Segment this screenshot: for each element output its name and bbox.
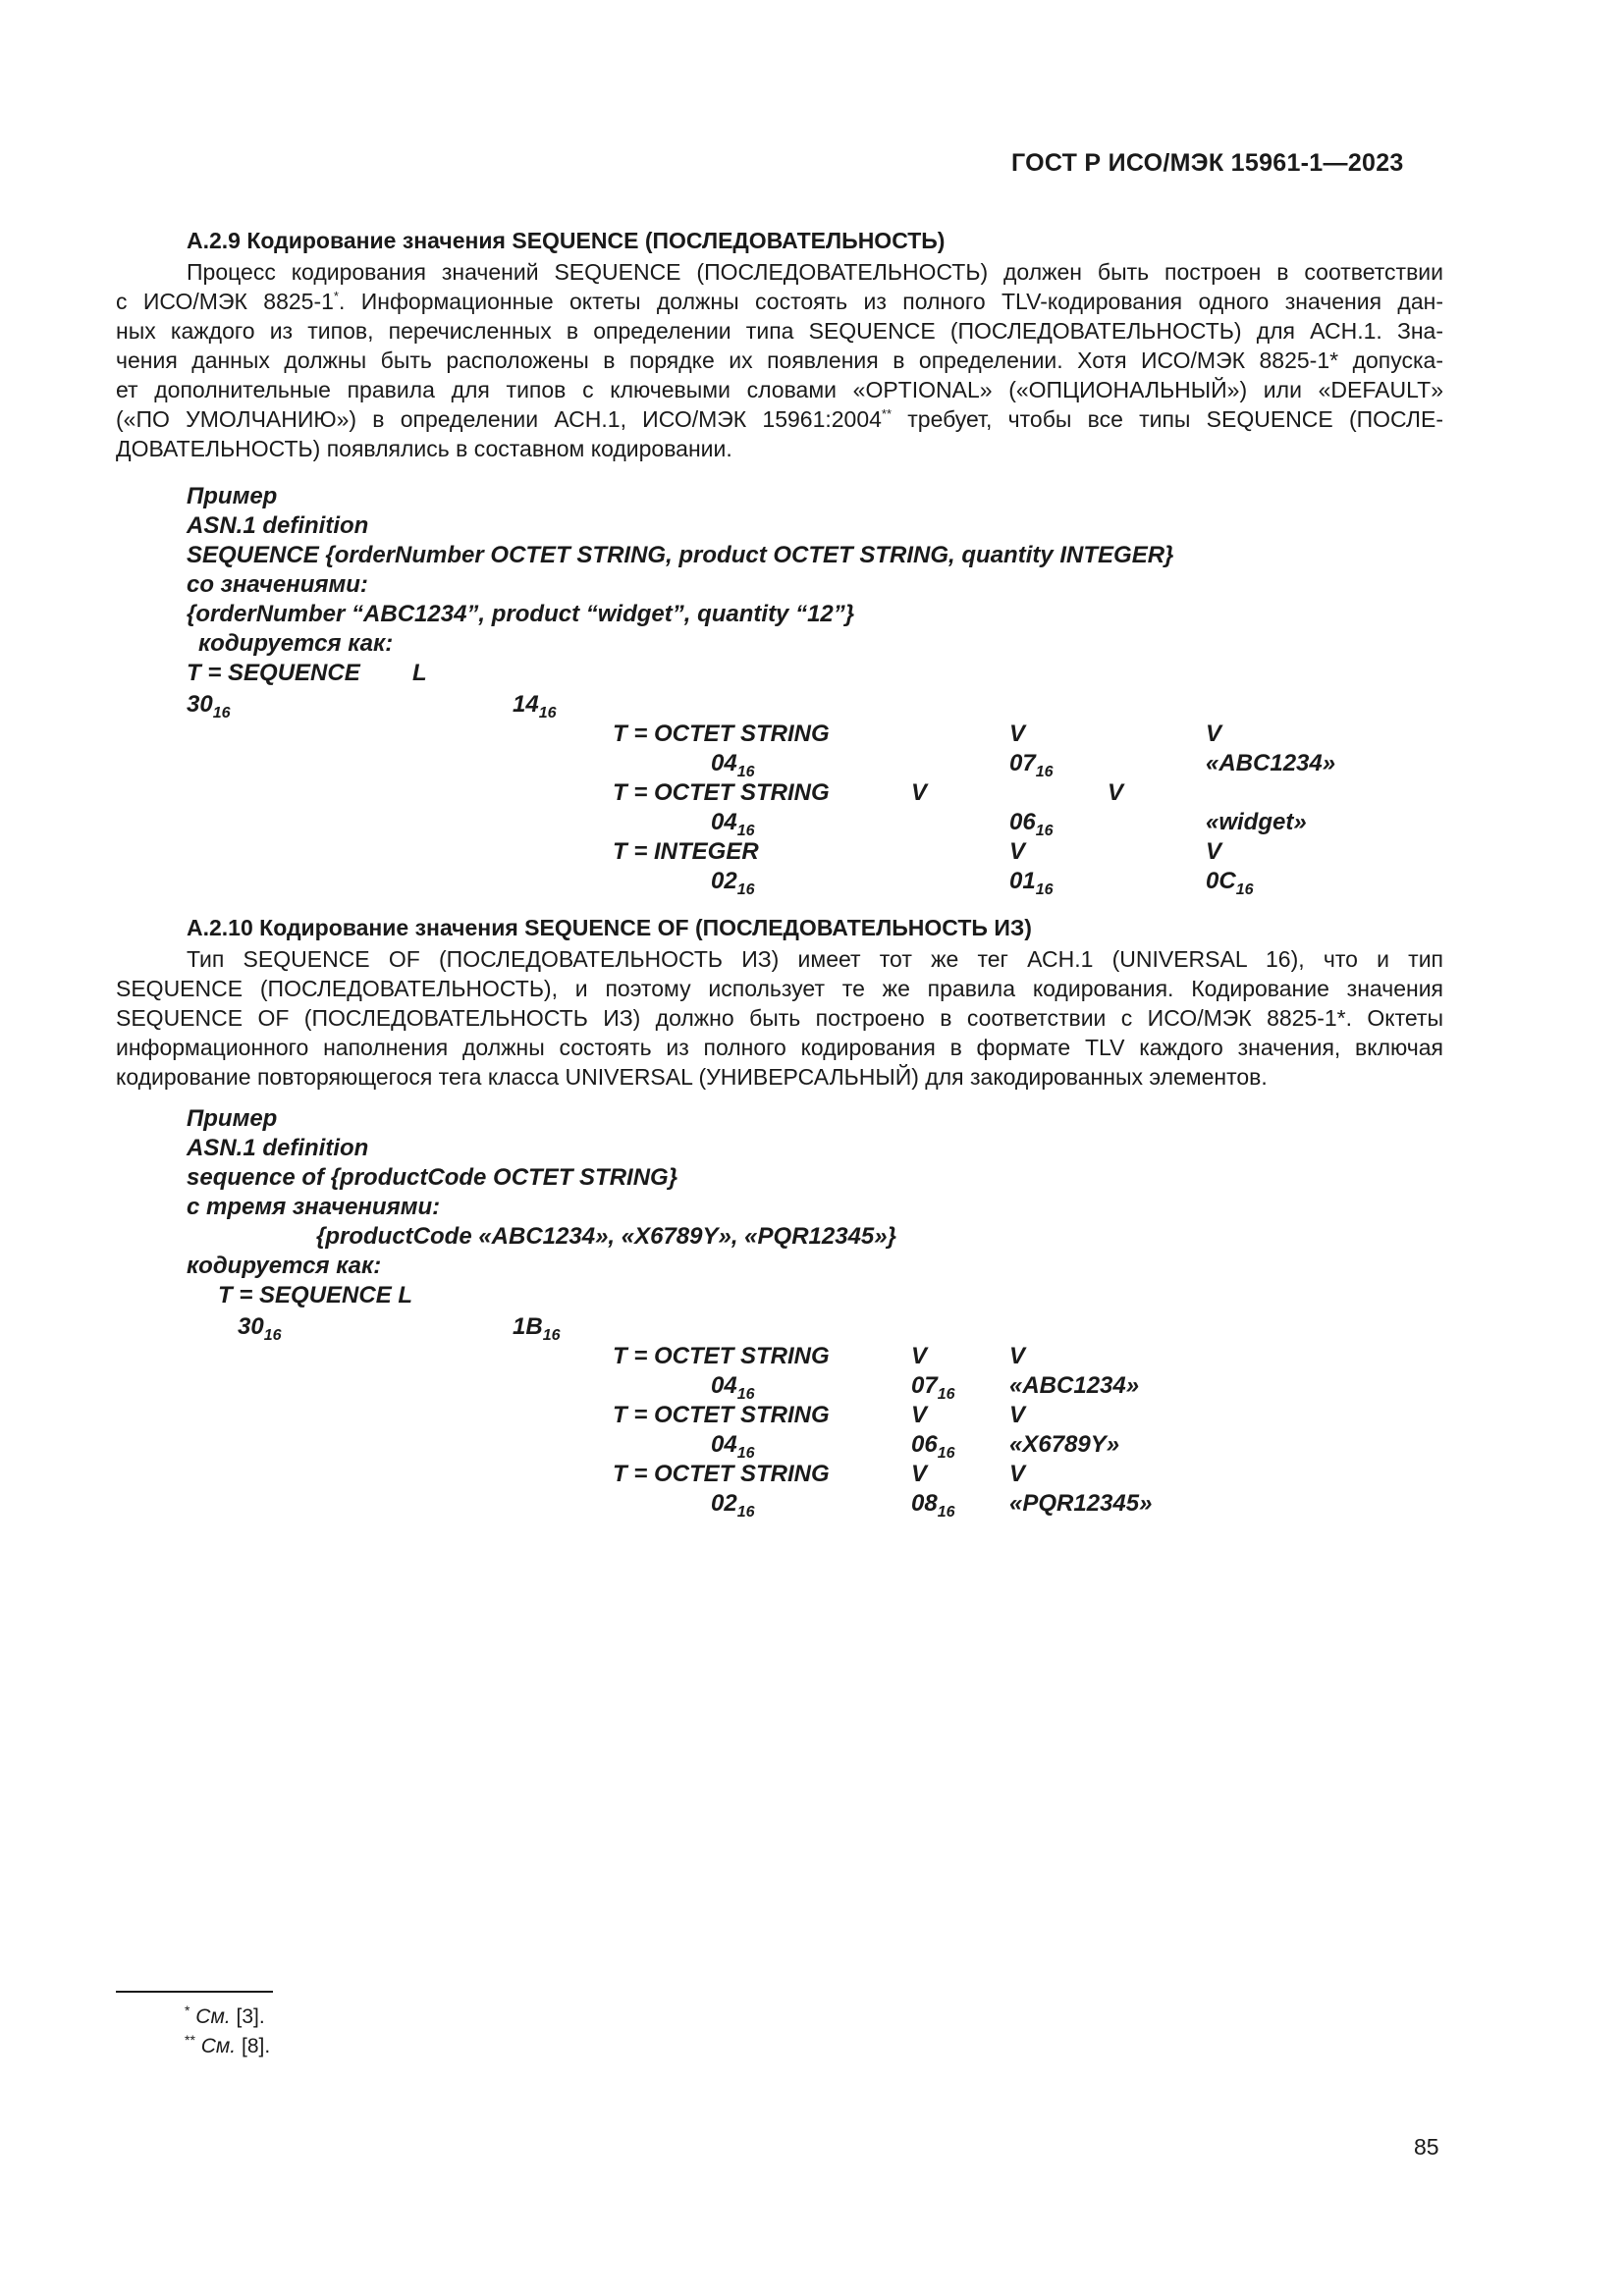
- string-value: «ABC1234»: [1009, 1372, 1140, 1399]
- asn-definition-label: ASN.1 definition: [187, 1135, 369, 1161]
- hex-value: $04_{16}$: [711, 750, 755, 780]
- para-line: кодирование повторяющегося тега класса UNIVERSAL (УНИВЕРСАЛЬНЫЙ) для закодированных элементов.: [116, 1064, 1268, 1090]
- para-line: . Информационные октеты должны состоять из полного TLV-кодирования одного значения дан-: [338, 289, 1443, 314]
- page-number: 85: [1414, 2134, 1439, 2160]
- tag-octet-string: T = OCTET STRING: [613, 721, 830, 747]
- document-header: ГОСТ Р ИСО/МЭК 15961-1—2023: [1011, 149, 1404, 177]
- asn-definition: sequence of {productCode OCTET STRING}: [187, 1164, 678, 1191]
- tag-octet-string: T = OCTET STRING: [613, 1343, 830, 1369]
- value-label: V: [1009, 1402, 1026, 1428]
- value-label: V: [911, 779, 928, 806]
- tag-octet-string: T = OCTET STRING: [613, 779, 830, 806]
- hex-value: $04_{16}$: [711, 1372, 755, 1403]
- hex-value: $01_{16}$: [1009, 868, 1054, 898]
- string-value: «PQR12345»: [1009, 1490, 1153, 1517]
- tag-integer: T = INTEGER: [613, 838, 759, 865]
- section-a29-paragraph: [116, 257, 1443, 463]
- footnote-1: * См. [3].: [185, 2002, 265, 2028]
- asn-definition-label: ASN.1 definition: [187, 512, 369, 539]
- footnote-separator: [116, 1991, 273, 1993]
- string-value: «ABC1234»: [1206, 750, 1336, 776]
- example-label: Пример: [187, 1105, 278, 1132]
- tag-sequence: T = SEQUENCE: [187, 660, 360, 686]
- hex-value: $06_{16}$: [1009, 809, 1054, 839]
- tag-sequence: T = SEQUENCE L: [218, 1282, 413, 1308]
- string-value: «widget»: [1206, 809, 1307, 835]
- value-label: V: [1108, 779, 1124, 806]
- tag-octet-string: T = OCTET STRING: [613, 1461, 830, 1487]
- hex-value: $04_{16}$: [711, 809, 755, 839]
- hex-value: $1B_{16}$: [513, 1313, 561, 1344]
- section-a210-paragraph: [116, 944, 1443, 1092]
- value-label: V: [911, 1461, 928, 1487]
- para-line: с ИСО/МЭК 8825-1: [116, 289, 334, 314]
- value-label: V: [1009, 1461, 1026, 1487]
- hex-value: $02_{16}$: [711, 1490, 755, 1521]
- value-label: V: [1206, 721, 1222, 747]
- para-line: ных каждого из типов, перечисленных в определении типа SEQUENCE (ПОСЛЕДОВАТЕЛЬНОСТЬ) для АСН.1. Зна-: [116, 318, 1443, 344]
- section-heading-a210: А.2.10 Кодирование значения SEQUENCE OF (ПОСЛЕДОВАТЕЛЬНОСТЬ ИЗ): [187, 915, 1032, 940]
- footnote-2: ** См. [8].: [185, 2032, 271, 2057]
- para-line: ДОВАТЕЛЬНОСТЬ) появлялись в составном кодировании.: [116, 436, 732, 461]
- hex-value: $04_{16}$: [711, 1431, 755, 1462]
- para-line: Тип SEQUENCE OF (ПОСЛЕДОВАТЕЛЬНОСТЬ ИЗ) имеет тот же тег АСН.1 (UNIVERSAL 16), что и тип: [187, 946, 1443, 972]
- hex-value: $0C_{16}$: [1206, 868, 1254, 898]
- hex-value: $02_{16}$: [711, 868, 755, 898]
- values-label: со значениями:: [187, 571, 368, 598]
- value-label: V: [1009, 838, 1026, 865]
- hex-value: $30_{16}$: [238, 1313, 282, 1344]
- hex-value: $06_{16}$: [911, 1431, 955, 1462]
- hex-value: $14_{16}$: [513, 691, 557, 721]
- values: {orderNumber “ABC1234”, product “widget”, quantity “12”}: [187, 601, 855, 627]
- length-label: L: [412, 660, 427, 686]
- section-heading-a29: А.2.9 Кодирование значения SEQUENCE (ПОСЛЕДОВАТЕЛЬНОСТЬ): [187, 228, 946, 253]
- values-label: с тремя значениями:: [187, 1194, 441, 1220]
- footnote-mark: **: [881, 406, 893, 421]
- string-value: «X6789Y»: [1009, 1431, 1120, 1458]
- encoded-as-label: кодируется как:: [198, 630, 394, 657]
- para-line: информационного наполнения должны состоять из полного кодирования в формате TLV каждого значения, включая: [116, 1035, 1443, 1060]
- value-label: V: [911, 1343, 928, 1369]
- footnote-mark: *: [333, 289, 339, 303]
- hex-value: $08_{16}$: [911, 1490, 955, 1521]
- para-line: чения данных должны быть расположены в порядке их появления в определении. Хотя ИСО/МЭК 8825-1* допуска-: [116, 347, 1443, 373]
- example-label: Пример: [187, 483, 278, 509]
- para-line: ет дополнительные правила для типов с ключевыми словами «OPTIONAL» («ОПЦИОНАЛЬНЫЙ») или «DEFAULT»: [116, 377, 1443, 402]
- para-line: требует, чтобы все типы SEQUENCE (ПОСЛЕ-: [892, 406, 1443, 432]
- asn-definition: SEQUENCE {orderNumber OCTET STRING, product OCTET STRING, quantity INTEGER}: [187, 542, 1174, 568]
- para-line: SEQUENCE (ПОСЛЕДОВАТЕЛЬНОСТЬ), и поэтому использует те же правила кодирования. Кодирование значения: [116, 976, 1443, 1001]
- value-label: V: [1009, 1343, 1026, 1369]
- para-line: («ПО УМОЛЧАНИЮ») в определении АСН.1, ИСО/МЭК 15961:2004: [116, 406, 882, 432]
- para-line: SEQUENCE OF (ПОСЛЕДОВАТЕЛЬНОСТЬ ИЗ) должно быть построено в соответствии с ИСО/МЭК 8825-1*. Октеты: [116, 1005, 1443, 1031]
- hex-value: $30_{16}$: [187, 691, 231, 721]
- value-label: V: [1206, 838, 1222, 865]
- encoded-as-label: кодируется как:: [187, 1253, 382, 1279]
- tag-octet-string: T = OCTET STRING: [613, 1402, 830, 1428]
- para-line: Процесс кодирования значений SEQUENCE (ПОСЛЕДОВАТЕЛЬНОСТЬ) должен быть построен в соответствии: [187, 259, 1443, 285]
- value-label: V: [911, 1402, 928, 1428]
- values: {productCode «ABC1234», «X6789Y», «PQR12345»}: [316, 1223, 896, 1250]
- hex-value: $07_{16}$: [1009, 750, 1054, 780]
- value-label: V: [1009, 721, 1026, 747]
- hex-value: $07_{16}$: [911, 1372, 955, 1403]
